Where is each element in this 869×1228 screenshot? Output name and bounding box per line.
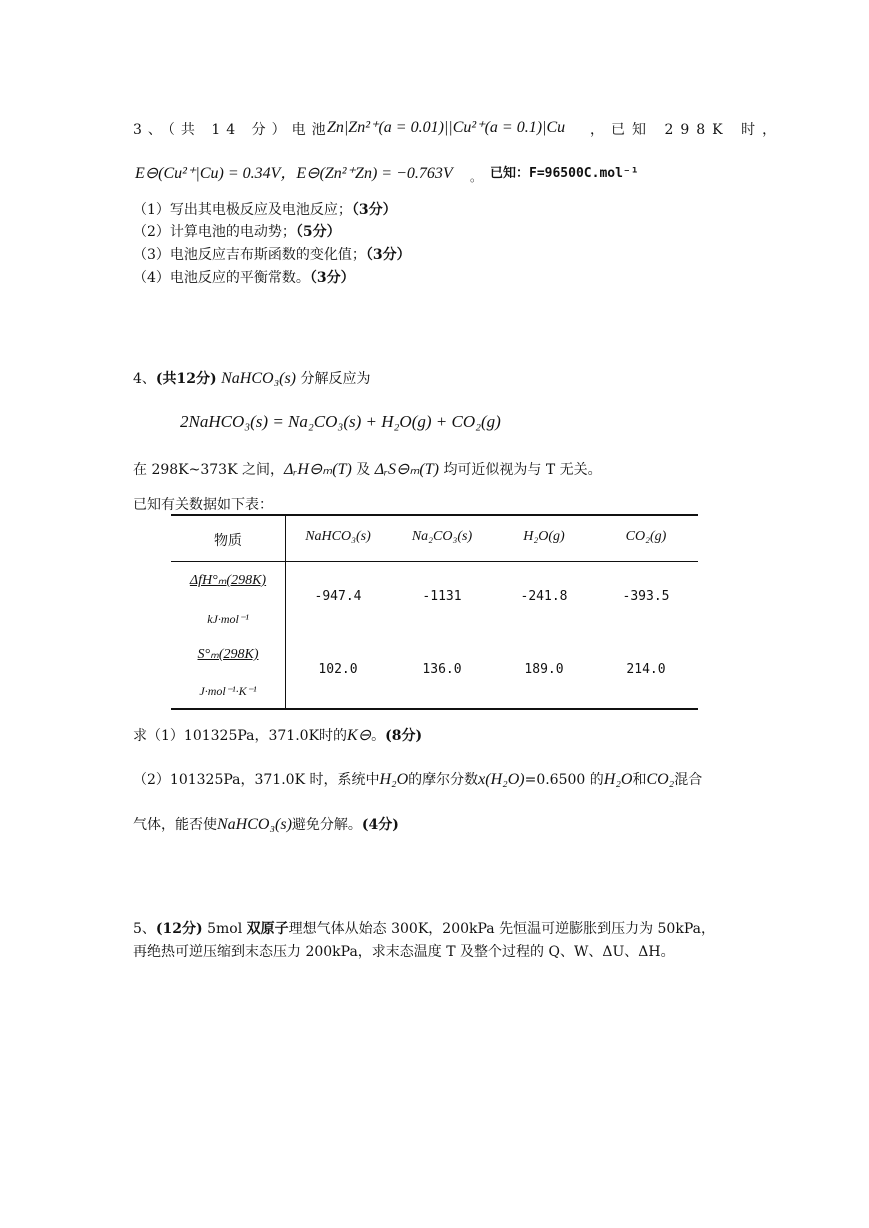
table-header-h2o: H₂O(g)	[523, 529, 565, 544]
q4-part1-k: K⊖	[347, 727, 372, 744]
table-header-na2co3: Na₂CO₃(s)	[411, 529, 473, 544]
q4-range-text-2: 均可近似视为与 T 无关。	[443, 462, 602, 478]
q3-item-1-score: （3分）	[351, 202, 397, 218]
table-header-nahco3: NaHCO₃(s)	[305, 529, 371, 544]
q4-range-line	[133, 459, 602, 479]
q4-compound: NaHCO₃(s)	[221, 370, 297, 387]
q5-line2: 再绝热可逆压缩到末态压力 200kPa，求末态温度 T 及整个过程的 Q、W、ΔU、ΔH。	[133, 944, 675, 960]
table-header-co2: CO₂(g)	[625, 529, 667, 544]
table-row2-label: S°ₘ(298K)	[197, 647, 259, 662]
q3-item-3-text: （3）电池反应吉布斯函数的变化值；	[133, 247, 366, 263]
q3-item-4	[133, 267, 355, 287]
q4-part2-line2	[133, 814, 399, 834]
table-row1-unit: kJ·mol⁻¹	[207, 612, 249, 626]
q4-part2-h2o-a: H₂O	[379, 771, 409, 788]
q4-part2-mole-fraction: x(H₂O)	[478, 771, 525, 788]
q3-item-1-text: （1）写出其电极反应及电池反应；	[133, 202, 352, 218]
table-row1-label: ΔfH°ₘ(298K)	[189, 573, 267, 588]
q4-header	[133, 368, 370, 388]
table-row1-value-3: -241.8	[520, 589, 568, 604]
table-row2-value-1: 102.0	[318, 662, 358, 677]
q3-standard-potentials: E⊖(Cu²⁺|Cu) = 0.34V，E⊖(Zn²⁺Zn) = −0.763V	[135, 165, 453, 182]
table-top-rule	[171, 514, 698, 516]
q4-part2-line2-a: 气体，能否使	[133, 817, 217, 833]
q4-table-intro: 已知有关数据如下表：	[133, 497, 273, 513]
q4-part1-score: (8分)	[385, 728, 423, 744]
q4-delta-s: ΔᵣS⊖ₘ(T)	[374, 461, 439, 478]
q5-number: 5、	[133, 921, 156, 937]
q5-bold-word: 双原子	[246, 921, 289, 937]
q3-item-1	[133, 199, 397, 219]
q5-score: (12分)	[155, 921, 203, 937]
table-row2-value-4: 214.0	[626, 662, 666, 677]
q4-range-and: 及	[356, 462, 371, 478]
q4-part2-line2-b: 避免分解。	[291, 817, 362, 833]
q4-part2-text-d: 和	[632, 772, 647, 788]
q4-reaction: 2NaHCO₃(s) = Na₂CO₃(s) + H₂O(g) + CO₂(g)	[180, 412, 501, 431]
table-header-substance: 物质	[214, 533, 242, 549]
q3-cell-expression: Zn|Zn²⁺(a = 0.01)||Cu²⁺(a = 0.1)|Cu	[327, 119, 566, 136]
q4-part2-text-c: =0.6500 的	[524, 772, 604, 788]
q3-faraday: 已知：F=96500C.mol⁻¹	[490, 166, 639, 181]
q4-part2-line2-compound: NaHCO₃(s)	[217, 816, 292, 833]
table-bottom-rule	[171, 708, 698, 710]
q4-part2-text-e: 混合	[674, 772, 703, 788]
q4-part1	[133, 725, 422, 745]
q4-part2-co2: CO₂	[646, 771, 675, 788]
q4-number: 4、	[133, 371, 156, 387]
q4-delta-h: ΔᵣH⊖ₘ(T)	[284, 461, 352, 478]
table-row1-value-1: -947.4	[314, 589, 362, 604]
q4-intro: 分解反应为	[300, 371, 371, 387]
q4-range-text-1: 在 298K~373K 之间，	[133, 462, 284, 478]
q3-item-2	[133, 221, 341, 241]
q4-part2-score: (4分)	[361, 817, 399, 833]
q3-item-2-score: （5分）	[295, 224, 341, 240]
q4-part2-text-a: （2）101325Pa，371.0K 时，系统中	[133, 772, 380, 788]
table-row2-value-2: 136.0	[422, 662, 462, 677]
q3-known-temp: ，已知 298K 时，	[590, 122, 784, 138]
q3-item-4-text: （4）电池反应的平衡常数。	[133, 270, 310, 286]
table-row2-value-3: 189.0	[524, 662, 564, 677]
q3-item-3	[133, 244, 411, 264]
q4-score: (共12分)	[155, 371, 217, 387]
q4-part2-line1	[133, 769, 702, 789]
table-header-rule	[171, 561, 698, 562]
q5-line1	[133, 918, 715, 938]
q4-part2-text-b: 的摩尔分数	[408, 772, 479, 788]
q4-part1-text: 求（1）101325Pa，371.0K时的	[133, 728, 348, 744]
q3-header	[133, 119, 332, 139]
q5-text-b: 理想气体从始态 300K，200kPa 先恒温可逆膨胀到压力为 50kPa，	[288, 921, 715, 937]
table-row1-value-4: -393.5	[622, 589, 670, 604]
q3-item-3-score: （3分）	[365, 247, 411, 263]
table-row2-unit: J·mol⁻¹·K⁻¹	[199, 684, 257, 698]
q4-part2-h2o-b: H₂O	[603, 771, 633, 788]
q3-item-4-score: （3分）	[309, 270, 355, 286]
q3-header-text: 3、（共 14 分）电池	[133, 122, 332, 138]
q5-text-a: 5mol	[202, 921, 247, 937]
q3-period: 。	[470, 170, 483, 184]
q3-item-2-text: （2）计算电池的电动势；	[133, 224, 296, 240]
q4-part1-end: 。	[371, 728, 386, 744]
table-row1-value-2: -1131	[422, 589, 462, 604]
